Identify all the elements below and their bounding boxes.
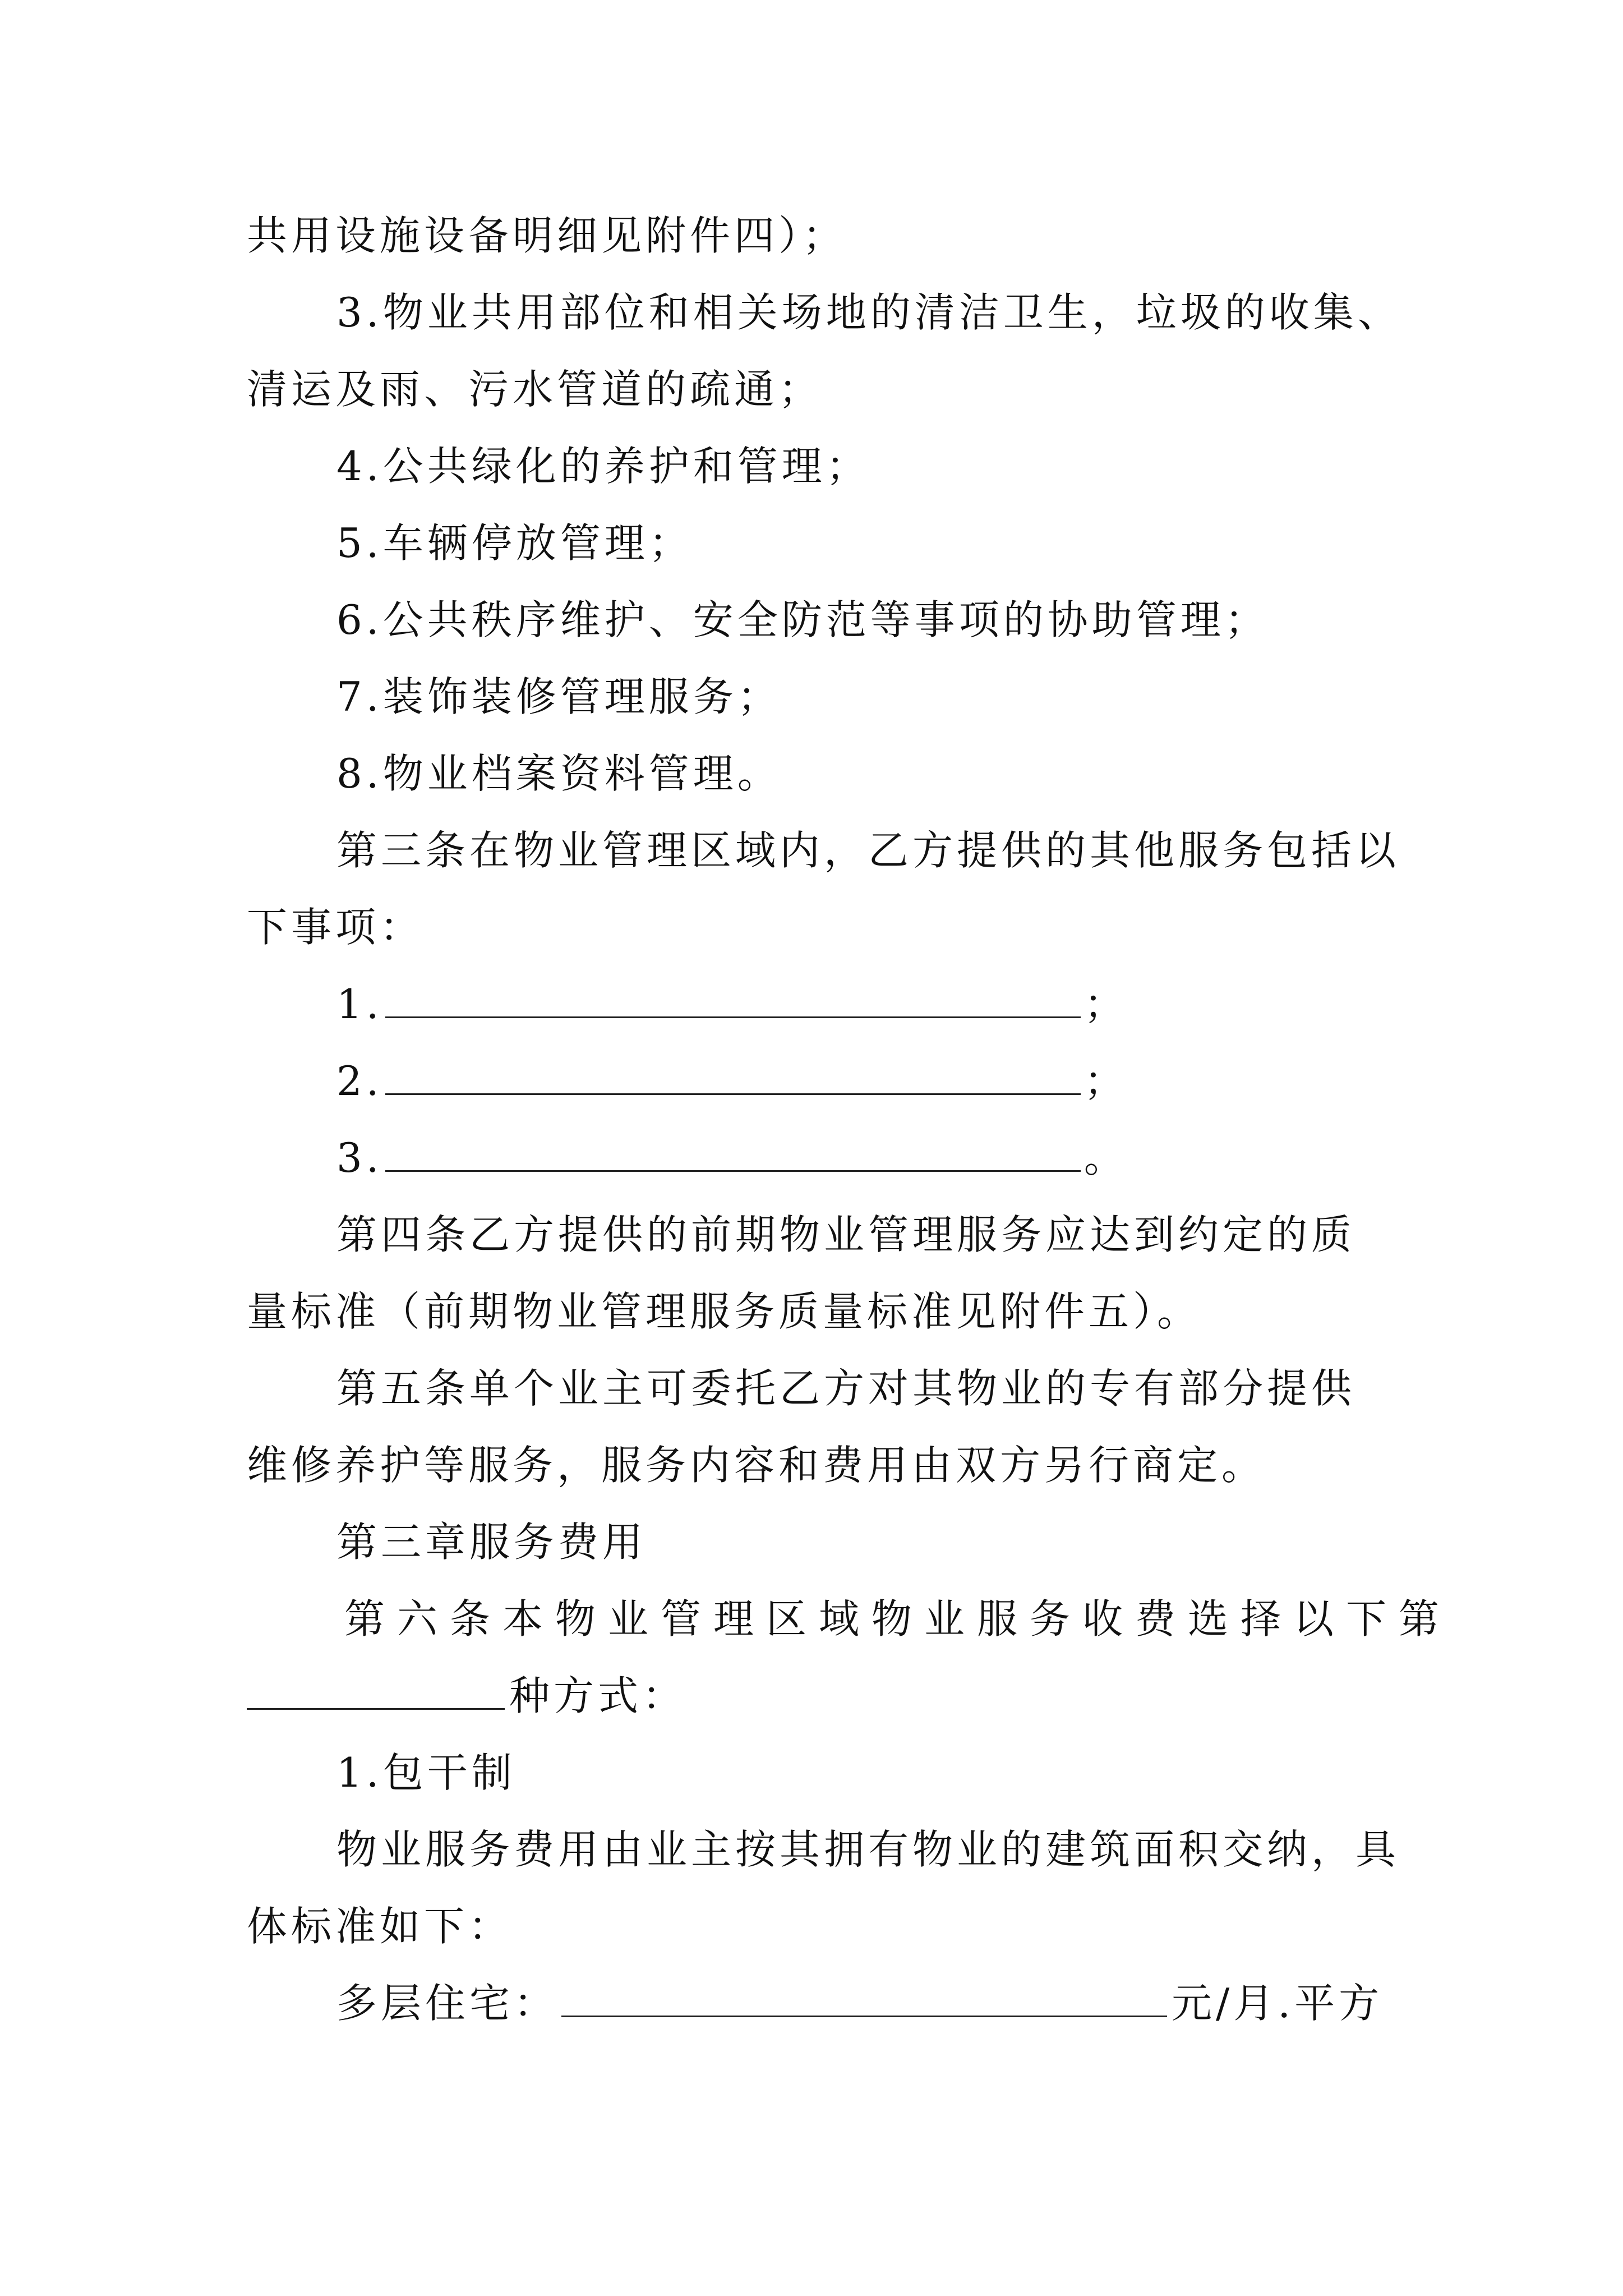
list-item-7: 7.装饰装修管理服务； [336,673,782,720]
price-row [336,1975,1492,2031]
blank-item-end: 。 [1083,1134,1128,1181]
fill-in-blank [561,1978,1167,2017]
text-line: 物业服务费用由业主按其拥有物业的建筑面积交纳，具 [336,1826,1400,1873]
fee-method-1: 1.包干制 [336,1749,516,1796]
text-line: 清运及雨、污水管道的疏通； [247,366,823,413]
fill-in-blank [385,1056,1081,1095]
blank-item-3 [336,1130,1492,1186]
fill-in-blank [247,1671,505,1710]
list-item-8: 8.物业档案资料管理。 [336,750,782,797]
text-line: 维修养护等服务，服务内容和费用由双方另行商定。 [247,1442,1266,1489]
blank-item-1 [336,976,1492,1032]
blank-item-end: ； [1083,981,1128,1028]
chapter-3-title: 第三章服务费用 [336,1519,647,1566]
blank-item-2 [336,1053,1492,1109]
method-suffix: 种方式： [509,1672,687,1719]
price-label: 多层住宅： [336,1980,559,2027]
article-6-heading: 第六条本物业管理区域物业服务收费选择以下第 [344,1595,1452,1642]
list-item-5: 5.车辆停放管理； [336,519,693,567]
article-4-heading: 第四条乙方提供的前期物业管理服务应达到约定的质 [336,1211,1356,1258]
list-item-4: 4.公共绿化的养护和管理； [336,443,870,490]
fill-in-blank [385,979,1081,1018]
blank-item-number: 1. [336,981,383,1028]
text-line: 共用设施设备明细见附件四）； [247,212,847,259]
method-choice-line [247,1668,1402,1724]
price-unit: 元/月.平方 [1172,1980,1384,2027]
blank-item-number: 2. [336,1057,383,1105]
article-3-heading: 第三条在物业管理区域内，乙方提供的其他服务包括以 [336,827,1400,874]
text-line: 下事项： [247,904,425,951]
fill-in-blank [385,1133,1081,1172]
list-item-3: 3.物业共用部位和相关场地的清洁卫生，垃圾的收集、 [336,289,1402,336]
list-item-6: 6.公共秩序维护、安全防范等事项的协助管理； [336,596,1269,643]
article-5-heading: 第五条单个业主可委托乙方对其物业的专有部分提供 [336,1365,1356,1412]
text-line: 量标准（前期物业管理服务质量标准见附件五）。 [247,1288,1202,1335]
text-line: 体标准如下： [247,1903,513,1950]
blank-item-end: ； [1083,1057,1128,1105]
blank-item-number: 3. [336,1134,383,1181]
